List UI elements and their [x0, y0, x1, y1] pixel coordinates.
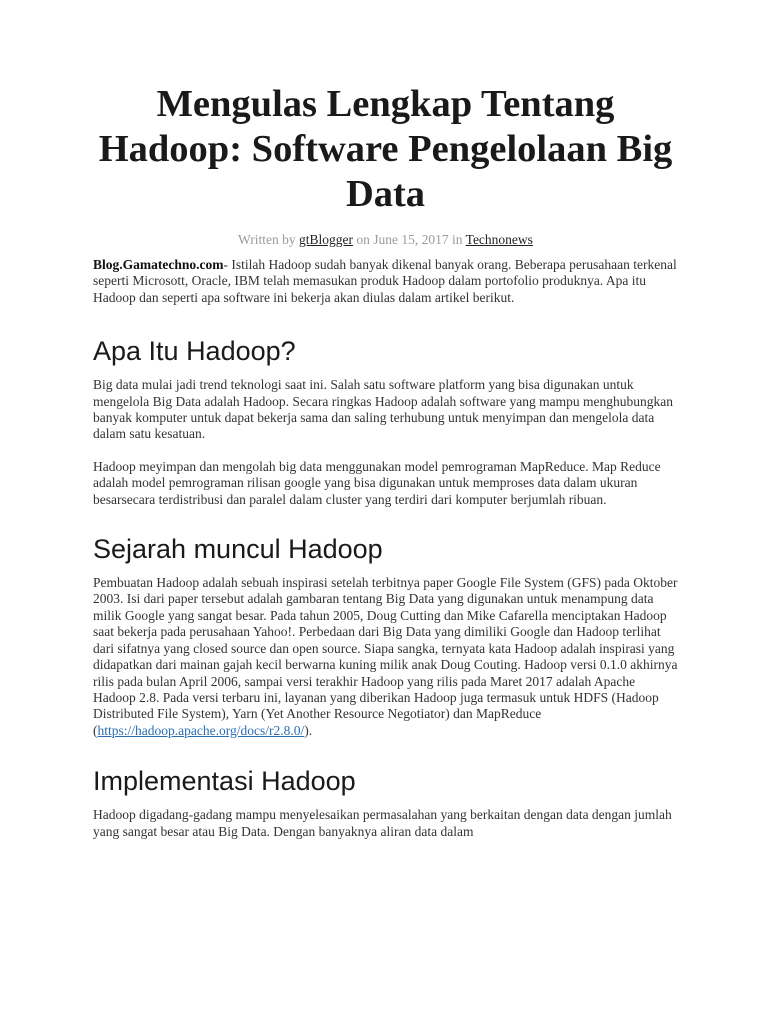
section-heading-implementasi: Implementasi Hadoop	[93, 766, 356, 797]
intro-paragraph	[93, 257, 678, 306]
section-heading-apa-itu-hadoop: Apa Itu Hadoop?	[93, 336, 296, 367]
intro-source: Blog.Gamatechno.com	[93, 257, 224, 272]
hadoop-docs-link[interactable]: https://hadoop.apache.org/docs/r2.8.0/	[97, 722, 305, 738]
intro-text: - Istilah Hadoop sudah banyak dikenal banyak orang. Beberapa perusahaan terkenal seperti Microsott, Oracle, IBM telah memasukan produk Hadoop dalam portofolio produknya. Apa itu Hadoop dan seperti apa software ini bekerja akan diulas dalam artikel berikut.	[93, 257, 677, 305]
section-heading-sejarah: Sejarah muncul Hadoop	[93, 534, 383, 565]
section-paragraph: Big data mulai jadi trend teknologi saat ini. Salah satu software platform yang bisa digunakan untuk mengelola Big Data adalah Hadoop. Secara ringkas Hadoop adalah software yang mampu menghubungkan banyak komputer untuk dapat bekerja sama dan saling terhubung untuk menyimpan dan mengelola data dalam satu kesatuan.	[93, 377, 673, 442]
section-paragraph	[93, 575, 678, 739]
article-byline	[93, 231, 678, 248]
paragraph-text: Pembuatan Hadoop adalah sebuah inspirasi setelah terbitnya paper Google File System (GFS) pada Oktober 2003. Isi dari paper tersebut adalah gambaran tentang Big Data yang digunakan untuk menampung data milik Google yang sangat besar. Pada tahun 2005, Doug Cutting dan Mike Cafarella menciptakan Hadoop saat bekerja pada perusahaan Yahoo!. Perbedaan dari Big Data yang dimiliki Google dan Hadoop terlihat dari sifatnya yang closed source dan open source. Siapa sangka, ternyata kata Hadoop adalah inspirasi yang didapatkan dari mainan gajah kecil berwarna kuning milik anak Doug Couting. Hadoop versi 0.1.0 akhirnya rilis pada bulan April 2006, sampai versi terakhir Hadoop yang rilis pada Maret 2017 adalah Apache Hadoop 2.8. Pada versi terbaru ini, layanan yang diberikan Hadoop juga termasuk untuk HDFS (Hadoop Distributed File System), Yarn (Yet Another Resource Negotiator) dan MapReduce (	[93, 575, 678, 738]
article-title: Mengulas Lengkap Tentang Hadoop: Software Pengelolaan Big Data	[98, 83, 673, 215]
author-link[interactable]: gtBlogger	[299, 232, 353, 247]
byline-date: on June 15, 2017 in	[353, 232, 466, 247]
section-paragraph: Hadoop digadang-gadang mampu menyelesaikan permasalahan yang berkaitan dengan data dengan jumlah yang sangat besar atau Big Data. Dengan banyaknya aliran data dalam	[93, 807, 672, 839]
byline-written-by: Written by	[238, 232, 299, 247]
article	[93, 82, 678, 840]
paragraph-text: ).	[304, 722, 313, 738]
category-link[interactable]: Technonews	[465, 232, 533, 247]
section-paragraph: Hadoop meyimpan dan mengolah big data menggunakan model pemrograman MapReduce. Map Reduce adalah model pemrograman rilisan google yang bisa digunakan untuk memproses data dalam ukuran besarsecara terdistribusi dan paralel dalam cluster yang terdiri dari komputer berjumlah ribuan.	[93, 458, 661, 507]
